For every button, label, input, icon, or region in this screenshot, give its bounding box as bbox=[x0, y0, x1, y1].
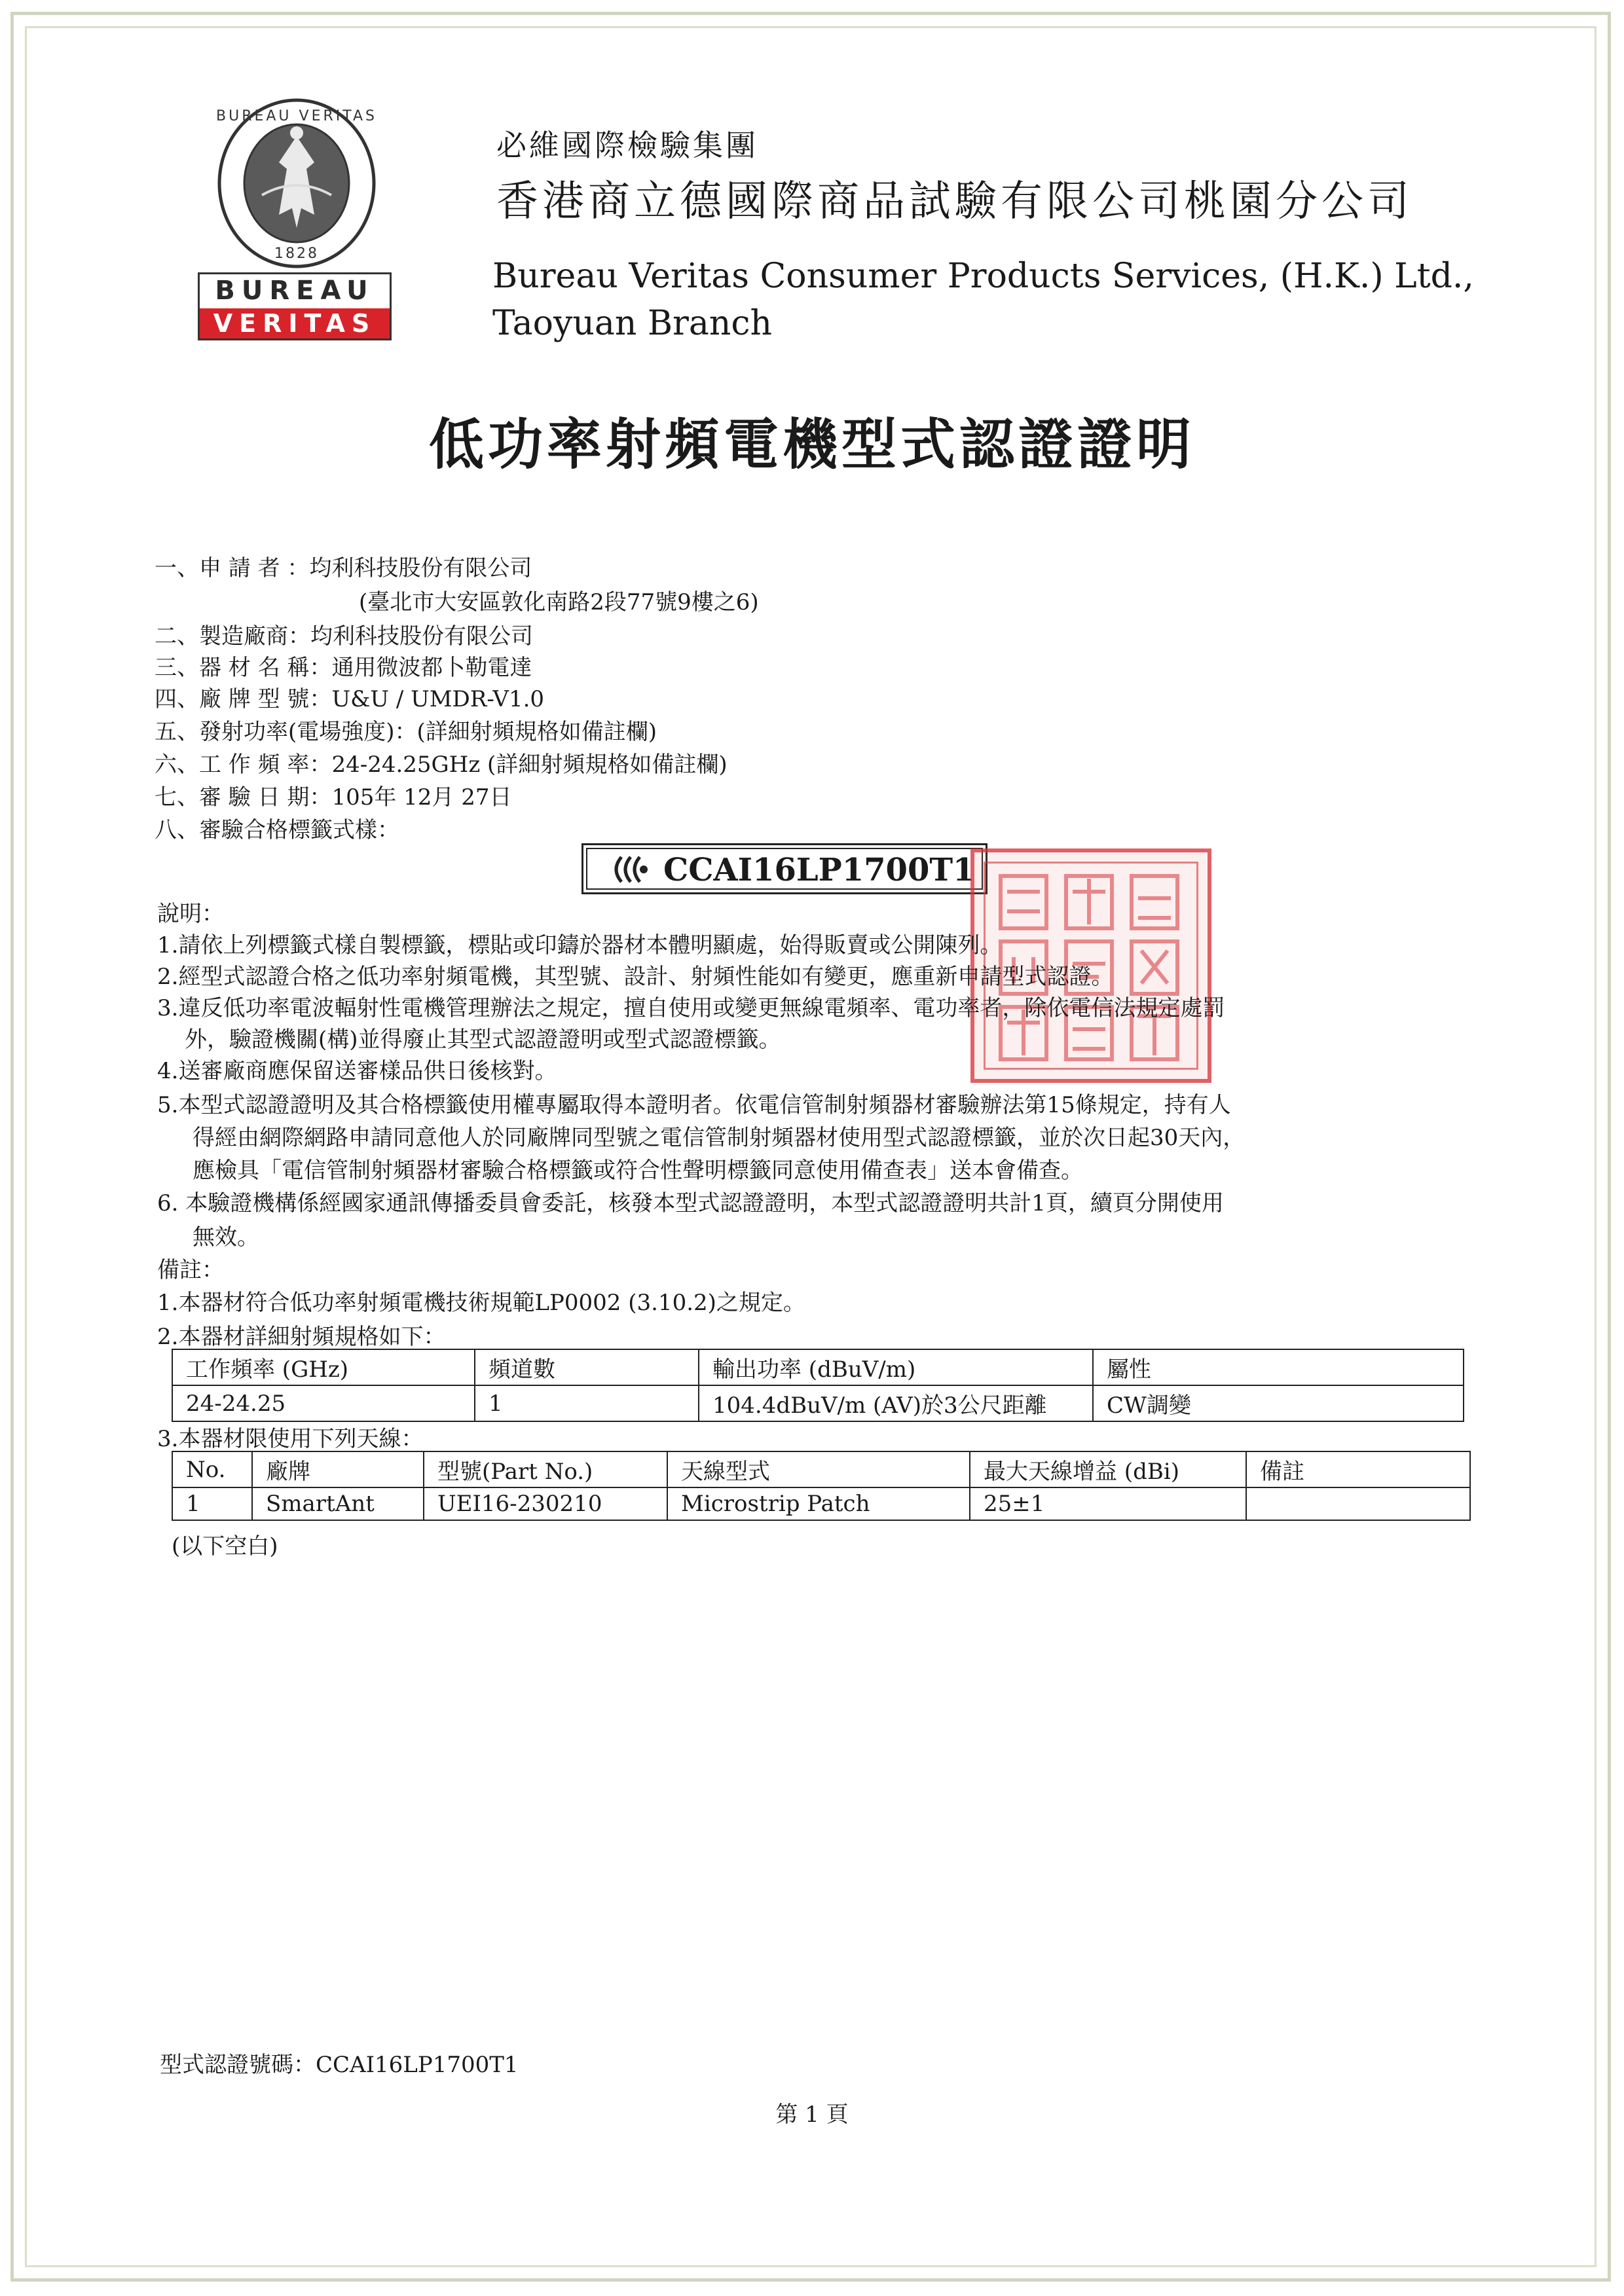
table-cell: CW調變 bbox=[1093, 1385, 1464, 1421]
item-brand-model bbox=[155, 681, 544, 713]
item-label: 五、發射功率(電場強度)： bbox=[155, 719, 417, 745]
bureau-veritas-logo bbox=[198, 272, 392, 340]
table-cell: SmartAnt bbox=[252, 1487, 424, 1520]
table-header-cell: 工作頻率 (GHz) bbox=[172, 1349, 475, 1385]
table-header-cell: 天線型式 bbox=[667, 1451, 970, 1487]
table-header-row bbox=[172, 1349, 1464, 1385]
page-number: 第 1 頁 bbox=[775, 2102, 849, 2128]
item-label: 三、器 材 名 稱： bbox=[155, 655, 332, 681]
item-value: 24-24.25GHz (詳細射頻規格如備註欄) bbox=[331, 752, 728, 778]
remarks-heading: 備註： bbox=[157, 1257, 224, 1283]
table-cell: 24-24.25 bbox=[172, 1385, 475, 1421]
document-title: 低功率射頻電機型式認證證明 bbox=[428, 412, 1195, 477]
item-value: U&U / UMDR-V1.0 bbox=[331, 686, 545, 712]
note-line: 2.經型式認證合格之低功率射頻電機，其型號、設計、射頻性能如有變更，應重新申請型式認證。 bbox=[157, 964, 1114, 990]
item-value: 通用微波都卜勒電達 bbox=[331, 655, 532, 681]
table-cell bbox=[1246, 1487, 1470, 1520]
note-line: 4.送審廠商應保留送審樣品供日後核對。 bbox=[157, 1058, 557, 1084]
item-value: (臺北市大安區敦化南路2段77號9樓之6) bbox=[359, 589, 759, 615]
table-header-cell: 型號(Part No.) bbox=[424, 1451, 667, 1487]
item-label: 四、廠 牌 型 號： bbox=[155, 686, 332, 712]
note-line: 1.請依上列標籤式樣自製標籤，標貼或印鑄於器材本體明顯處，始得販賣或公開陳列。 bbox=[157, 932, 1003, 958]
table-header-cell: 最大天線增益 (dBi) bbox=[970, 1451, 1246, 1487]
bureau-veritas-seal-icon bbox=[216, 97, 377, 270]
note-line: 無效。 bbox=[193, 1224, 259, 1250]
table-cell: 1 bbox=[475, 1385, 699, 1421]
item-applicant bbox=[155, 550, 532, 582]
notes-heading: 說明： bbox=[157, 901, 224, 927]
remark-line: 3.本器材限使用下列天線： bbox=[157, 1426, 424, 1452]
table-cell: 1 bbox=[172, 1487, 252, 1520]
svg-text:BUREAU VERITAS: BUREAU VERITAS bbox=[216, 108, 377, 124]
logo-bottom-word: VERITAS bbox=[200, 308, 390, 338]
note-line: 3.違反低功率電波輻射性電機管理辦法之規定，擅自使用或變更無線電頻率、電功率者，除依電信法規定處罰 bbox=[157, 995, 1225, 1021]
item-label: 二、製造廠商： bbox=[155, 623, 310, 649]
rf-spec-table bbox=[172, 1349, 1464, 1422]
ncc-radio-waves-icon bbox=[602, 853, 654, 886]
table-cell: 104.4dBuV/m (AV)於3公尺距離 bbox=[699, 1385, 1093, 1421]
blank-below-note: (以下空白) bbox=[172, 1533, 278, 1559]
table-header-cell: 頻道數 bbox=[475, 1349, 699, 1385]
item-frequency bbox=[155, 746, 728, 778]
item-value: (詳細射頻規格如備註欄) bbox=[416, 719, 657, 745]
note-line: 應檢具「電信管制射頻器材審驗合格標籤或符合性聲明標籤同意使用備查表」送本會備查。 bbox=[193, 1157, 1083, 1184]
antenna-table bbox=[172, 1451, 1471, 1521]
table-header-row bbox=[172, 1451, 1470, 1487]
item-label: 一、申 請 者 ： bbox=[155, 555, 310, 581]
table-cell: UEI16-230210 bbox=[424, 1487, 667, 1520]
table-header-cell: 廠牌 bbox=[252, 1451, 424, 1487]
note-line: 得經由網際網路申請同意他人於同廠牌同型號之電信管制射頻器材使用型式認證標籤，並於次日起30天內， bbox=[193, 1125, 1246, 1151]
table-header-cell: 屬性 bbox=[1093, 1349, 1464, 1385]
company-name-chinese: 香港商立德國際商品試驗有限公司桃園分公司 bbox=[496, 177, 1413, 226]
certification-code: 型式認證號碼：CCAI16LP1700T1 bbox=[160, 2052, 519, 2078]
item-value: 均利科技股份有限公司 bbox=[309, 555, 532, 581]
item-value: 均利科技股份有限公司 bbox=[310, 623, 533, 649]
item-label: 六、工 作 頻 率： bbox=[155, 752, 332, 778]
item-test-date bbox=[155, 779, 511, 811]
svg-text:1828: 1828 bbox=[274, 246, 319, 262]
item-output-power bbox=[155, 714, 657, 746]
approval-label-sample bbox=[581, 843, 987, 894]
table-row bbox=[172, 1487, 1470, 1520]
table-row bbox=[172, 1385, 1464, 1421]
item-label: 八、審驗合格標籤式樣： bbox=[155, 817, 399, 843]
note-line: 6. 本驗證機構係經國家通訊傳播委員會委託，核發本型式認證證明，本型式認證證明共計1頁，續頁分開使用 bbox=[157, 1190, 1224, 1216]
item-device-name bbox=[155, 649, 532, 682]
company-name-english-line2: Taoyuan Branch bbox=[492, 304, 773, 343]
table-header-cell: No. bbox=[172, 1451, 252, 1487]
label-sample-code: CCAI16LP1700T1 bbox=[663, 852, 975, 888]
table-header-cell: 備註 bbox=[1246, 1451, 1470, 1487]
remark-line: 1.本器材符合低功率射頻電機技術規範LP0002 (3.10.2)之規定。 bbox=[157, 1290, 805, 1316]
table-cell: Microstrip Patch bbox=[667, 1487, 970, 1520]
item-label-sample bbox=[155, 812, 399, 844]
item-manufacturer bbox=[155, 618, 533, 650]
item-label: 七、審 驗 日 期： bbox=[155, 784, 332, 811]
group-name: 必維國際檢驗集團 bbox=[496, 128, 758, 163]
logo-top-word: BUREAU bbox=[200, 274, 390, 308]
table-header-cell: 輸出功率 (dBuV/m) bbox=[699, 1349, 1093, 1385]
remark-line: 2.本器材詳細射頻規格如下： bbox=[157, 1324, 446, 1350]
table-cell: 25±1 bbox=[970, 1487, 1246, 1520]
item-value: 105年 12月 27日 bbox=[331, 784, 512, 811]
note-line: 外，驗證機關(構)並得廢止其型式認證證明或型式認證標籤。 bbox=[185, 1027, 781, 1053]
company-name-english-line1: Bureau Veritas Consumer Products Services, (H.K.) Ltd., bbox=[492, 257, 1474, 296]
note-line: 5.本型式認證證明及其合格標籤使用權專屬取得本證明者。依電信管制射頻器材審驗辦法第15條規定，持有人 bbox=[157, 1092, 1231, 1118]
item-applicant-address bbox=[359, 584, 759, 616]
